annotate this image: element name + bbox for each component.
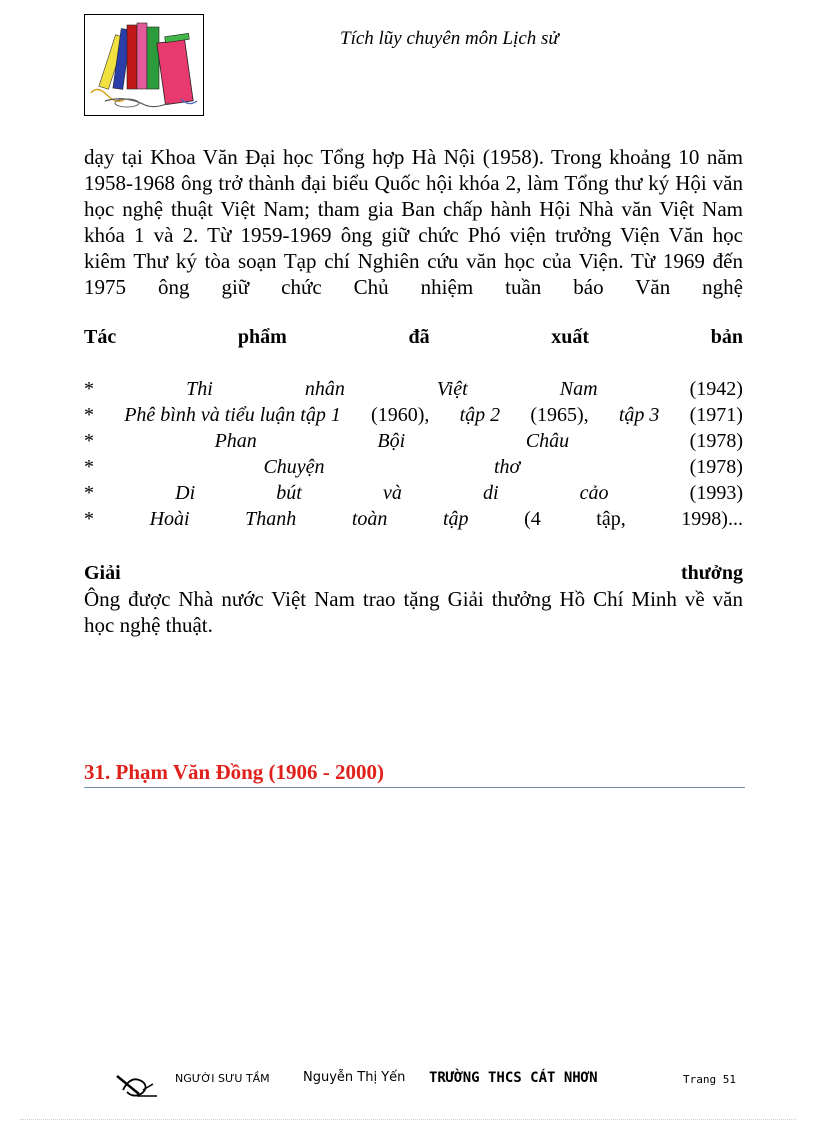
work-text: toàn [351, 508, 388, 530]
work-item [84, 454, 743, 480]
works-heading-word: bản [710, 326, 743, 348]
work-text: Thanh [245, 508, 297, 530]
work-text: Phan [214, 430, 257, 452]
work-text: Châu [525, 430, 570, 452]
bullet-star: * [84, 378, 94, 400]
section-title: 31. Phạm Văn Đồng (1906 - 2000) [84, 760, 385, 784]
award-heading-word: thưởng [681, 562, 743, 584]
work-text: (1942) [689, 378, 743, 400]
works-heading [84, 324, 743, 350]
work-text: Việt [436, 378, 468, 400]
work-text: tập 3 [618, 404, 660, 426]
work-item [84, 402, 743, 428]
award-line: Ông được Nhà nước Việt Nam trao tặng Giải thưởng Hồ Chí Minh về văn [84, 587, 743, 611]
work-text: (1965), [530, 404, 589, 426]
school-name: TRƯỜNG THCS CÁT NHƠN [429, 1070, 598, 1086]
bullet-star: * [84, 456, 94, 478]
bullet-star: * [84, 404, 94, 426]
footer [113, 1062, 753, 1092]
works-heading-word: xuất [551, 326, 590, 348]
bullet-star: * [84, 508, 94, 530]
work-text: (4 [524, 508, 541, 530]
work-text: tập [442, 508, 469, 530]
work-text: Phê bình và tiểu luận tập 1 [124, 404, 341, 426]
header-title: Tích lũy chuyên môn Lịch sử [340, 28, 559, 49]
work-text: Hoài [149, 508, 190, 530]
work-text: 1998)... [681, 508, 743, 530]
works-heading-word: Tác [84, 326, 117, 348]
paragraph-line: 1958-1968 ông trở thành đại biểu Quốc hội khóa 2, làm Tổng thư ký Hội văn [84, 171, 743, 195]
paragraph-line: khóa 1 và 2. Từ 1959-1969 ông giữ chức Phó viện trưởng Viện Văn học [84, 223, 743, 247]
work-text: Di [175, 482, 196, 504]
work-text: Chuyện [263, 456, 325, 478]
work-item [84, 480, 743, 506]
page-bottom-border [20, 1119, 796, 1120]
paragraph-line: 1975 ông giữ chức Chủ nhiệm tuần báo Văn nghệ [84, 275, 743, 299]
work-text: Bội [377, 430, 406, 452]
work-text: (1993) [689, 482, 743, 504]
bullet-star: * [84, 430, 94, 452]
page-number: Trang 51 [683, 1073, 736, 1086]
pen-signature-icon [113, 1070, 161, 1105]
books-logo-icon [84, 14, 204, 116]
work-text: nhân [304, 378, 345, 400]
work-item [84, 428, 743, 454]
work-text: (1960), [371, 404, 430, 426]
biography-paragraph [84, 144, 743, 300]
work-text: (1971) [689, 404, 743, 426]
works-heading-word: phẩm [237, 326, 287, 348]
work-text: bút [276, 482, 302, 504]
paragraph-line: dạy tại Khoa Văn Đại học Tổng hợp Hà Nội (1958). Trong khoảng 10 năm [84, 145, 743, 169]
award-line: học nghệ thuật. [84, 613, 213, 637]
work-text: (1978) [689, 456, 743, 478]
section-divider [84, 787, 745, 788]
work-text: di [482, 482, 499, 504]
bullet-star: * [84, 482, 94, 504]
paragraph-line: kiêm Thư ký tòa soạn Tạp chí Nghiên cứu văn học của Viện. Từ 1969 đến [84, 249, 743, 273]
award-section [84, 560, 743, 638]
paragraph-line: học nghệ thuật Việt Nam; tham gia Ban chấp hành Hội Nhà văn Việt Nam [84, 197, 743, 221]
award-heading-word: Giải [84, 562, 121, 584]
works-heading-word: đã [408, 326, 430, 348]
work-item [84, 506, 743, 532]
work-text: Thi [186, 378, 213, 400]
work-text: Nam [559, 378, 598, 400]
work-text: (1978) [689, 430, 743, 452]
work-text: thơ [493, 456, 521, 478]
work-text: và [382, 482, 402, 504]
work-item [84, 376, 743, 402]
work-text: cảo [579, 482, 609, 504]
work-text: tập, [596, 508, 626, 530]
work-text: tập 2 [459, 404, 501, 426]
works-list [84, 376, 743, 532]
collector-label: NGƯỜI SƯU TẦM [175, 1072, 270, 1085]
author-name: Nguyễn Thị Yến [303, 1070, 406, 1085]
